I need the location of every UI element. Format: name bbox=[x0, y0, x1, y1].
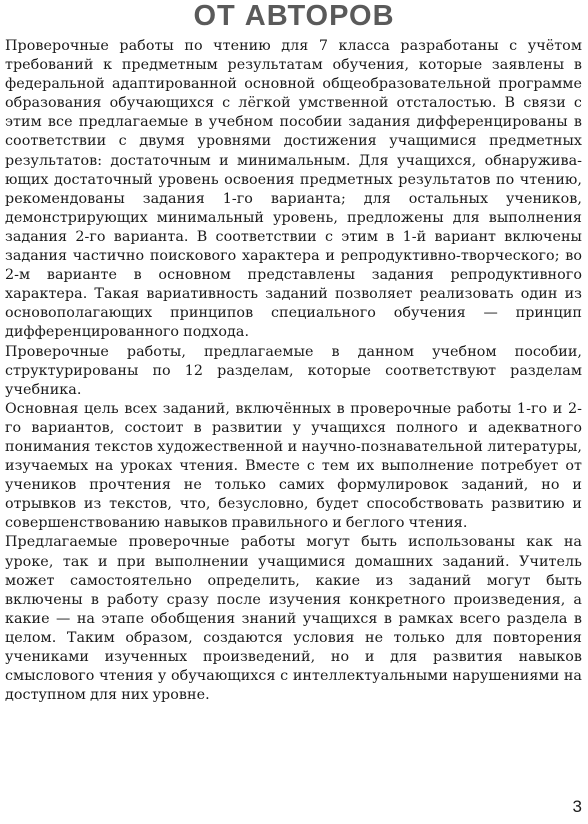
paragraph-3: Основная цель всех заданий, включённых в проверочные работы 1-го и 2-го вариантов, состоит в развитии у учащихся полного и адекватного понимания текстов художественной и научно-познавательной литературы, изучаемых на уроках чтения. Вместе с тем их выполнение потребует от учеников прочтения не только самих формулировок заданий, но и отрывков из текстов, что, безусловно, будет способствовать развитию и совершенствованию навыков правильного и беглого чтения. bbox=[5, 400, 582, 532]
paragraph-2: Проверочные работы, предлагаемые в данном учебном пособии, структурированы по 12 разделам, которые соответствуют разделам учебника. bbox=[5, 343, 582, 398]
paragraph-4: Предлагаемые проверочные работы могут быть использованы как на уроке, так и при выполнении учащимися домашних заданий. Учитель может самостоятельно определить, какие из заданий могут быть включены в работу сразу после изучения конкретного произведения, а какие — на этапе обобщения знаний учащихся в рамках всего раздела в целом. Таким образом, создаются условия не только для повторения учениками изученных произведений, но и для развития навыков смыслового чтения у обучающихся с интеллектуальными нарушениями на доступном для них уровне. bbox=[5, 534, 582, 704]
page-number: 3 bbox=[572, 797, 582, 816]
paragraph-1: Проверочные работы по чтению для 7 класса разработаны с учётом требований к предметным результатам обучения, которые заявлены в федеральной адаптированной основной общеобразовательной программе образования обучающихся с лёгкой умственной отсталостью. В связи с этим все предлагаемые в учебном пособии задания дифференцированы в соответствии с двумя уровнями достижения учащимися предметных результатов: достаточным и минимальным. Для учащихся, обнаруживающих достаточный уровень освоения предметных результатов по чтению, рекомендованы задания 1-го варианта; для остальных учеников, демонстрирующих минимальный уровень, предложены для выполнения задания 2-го варианта. В соответствии с этим в 1-й вариант включены задания частично поискового характера и репродуктивно-творческого; во 2-м варианте в основном представлены задания репродуктивного характера. Такая вариативность заданий позволяет реализовать один из основополагающих принципов специального обучения — принцип дифференцированного подхода. bbox=[5, 38, 582, 341]
page-title: ОТ АВТОРОВ bbox=[193, 0, 395, 32]
body-text bbox=[5, 37, 582, 705]
